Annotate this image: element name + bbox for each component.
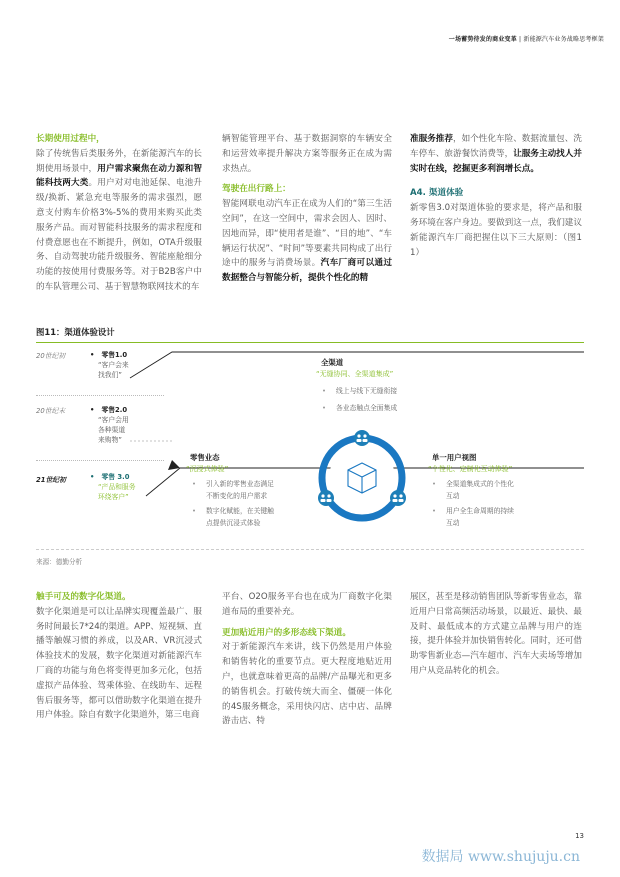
watermark: 数据局 www.shujuju.cn — [421, 849, 580, 865]
single-view-bullet-2: • 用户全生命周期的持续 互动 — [432, 507, 514, 527]
header-bold: 一场蓄势待发的商业变革 — [448, 36, 517, 43]
single-view-bullet-1: • 全渠道集成式的个性化 互动 — [432, 480, 514, 500]
era-1-label: 20世纪初 — [36, 352, 66, 360]
header-rest: | 新能源汽车业务战略思考框架 — [516, 36, 604, 43]
retail-bullet-1: • 引入新的零售业态满足 不断变化的用户需求 — [192, 480, 274, 500]
retail-subtitle: “沉浸式体验” — [186, 465, 229, 473]
omni-title: 全渠道 — [321, 358, 344, 367]
era-3-title: • 零售 3.0 — [90, 473, 130, 481]
node-right — [390, 490, 406, 506]
single-view-subtitle: “个性化、定制化互动体验” — [428, 465, 513, 473]
col2-heading: 驾驶在出行路上： — [222, 184, 291, 195]
source-rule — [36, 549, 584, 550]
bottom-column-1 — [36, 590, 202, 723]
era-3-sub: “产品和服务 环绕客户” — [98, 483, 136, 501]
bottom-column-3 — [410, 590, 582, 679]
col2-bold: 汽车厂商可以通过数据整合与智能分析，提供个性化的精 — [222, 258, 392, 284]
omni-bullet-1: • 线上与线下无缝衔接 — [322, 387, 398, 395]
retail-title: 零售业态 — [190, 453, 220, 462]
bottom-col2-text-2: 对于新能源汽车来讲，线下仍然是用户体验和销售转化的重要节点。更大程度地贴近用户，也就意味着更高的品牌/产品曝光和更多的销售机会。打破传统大而全、僵硬一体化的4S服务概念，采用快闪店、店中店、品牌游击店、特 — [222, 642, 392, 727]
era-2-sub: “客户会用 各种渠道 来购物” — [98, 416, 129, 444]
bottom-col2-text-1: 平台、O2O服务平台也在成为厂商数字化渠道布局的重要补充。 — [222, 592, 392, 617]
col2-text-2: 智能网联电动汽车正在成为人们的“第三生活空间”，在这一空间中，需求会因人、因时、因地而异，即“使用者是谁”、“目的地”、“车辆运行状况”、“时间”等要素共同构成了出行途中的服务与消费场景。 — [222, 199, 392, 269]
arrow-head — [168, 460, 180, 470]
omni-subtitle: “无缝协同、全渠道集成” — [316, 370, 394, 378]
col1-text-1: 除了传统售后类服务外，在新能源汽车的长期使用场景中， — [36, 148, 202, 174]
retail-bullet-2: • 数字化赋能，在关键触 点提供沉浸式体验 — [192, 507, 274, 527]
figure-source: 来源：德勤分析 — [36, 558, 83, 566]
bottom-col3-text: 展区，甚至是移动销售团队等新零售业态，靠近用户日常高频活动场景，以最近、最快、最及时、最低成本的方式建立品牌与用户的连接，提升体验并加快销售转化。同时，还可借助零售新业态—汽车超市、汽车大卖场等增加用户从竞品转化的机会。 — [410, 592, 582, 676]
col3-bold-1: 准服务推荐 — [410, 134, 453, 144]
bottom-col1-text: 数字化渠道是可以让品牌实现覆盖最广、服务时间最长7*24的渠道。APP、短视频、直播等触媒习惯的养成，以及AR、VR沉浸式体验技术的发展，数字化渠道对新能源汽车厂商的功能与角色将变得更加多元化，包括虚拟产品体验、驾乘体验、在线助车、远程售后服务等，都可以借助数字化渠道在提升用户体验。除自有数字化渠道外，第三电商 — [36, 606, 202, 721]
col2-text-1: 辆智能管理平台、基于数据洞察的车辆安全和运营效率提升解决方案等服务正在成为需求热点。 — [222, 134, 392, 174]
figure-title: 图11：渠道体验设计 — [36, 327, 115, 337]
bottom-col1-heading: 触手可及的数字化渠道。 — [36, 592, 131, 602]
col1-text-2: 。用户对对电池延保、电池升级/换新、紧急充电等服务的需求强烈，愿意支付购车价格3%-5%的费用来购买此类服务产品。而对智能科技服务的需求程度和付费意愿也在不断提升，例如，OTA升级服务、自动驾驶功能升级服务、智能座舱细分功能的按使用付费服务等。对于B2B客户中的车队管理公司、基于智慧物联网技术的车 — [36, 178, 202, 292]
col3-text-2: 新零售3.0对渠道体验的要求是，将产品和服务环境在客户身边。要做到这一点，我们建议新能源汽车厂商把握住以下三大原则：（图11） — [410, 203, 582, 258]
node-left — [318, 490, 334, 506]
col3-heading: A4. 渠道体验 — [410, 188, 464, 199]
bottom-col2-heading: 更加贴近用户的多形态线下渠道。 — [222, 627, 351, 638]
col1-bold: 用户需求聚焦在动力源和智能科技两大类 — [36, 163, 202, 189]
single-view-title: 单一用户视图 — [432, 453, 477, 462]
col1-heading: 长期使用过程中， — [36, 134, 105, 144]
era-2-title: • 零售2.0 — [90, 406, 128, 414]
col3-bold-2: 让服务主动找人并实时在线，挖掘更多利润增长点。 — [410, 148, 582, 174]
era-1-sub: “客户会来 找我们” — [98, 361, 129, 379]
era-2-label: 20世纪末 — [36, 407, 66, 415]
col3-text-1: ，如个性化车险、数据流量包、洗车停车、旅游餐饮消费等， — [410, 134, 582, 159]
era-1-title: • 零售1.0 — [90, 351, 128, 359]
omni-bullet-2: • 各业态触点全面集成 — [322, 404, 398, 412]
page-number: 13 — [575, 832, 584, 840]
bottom-column-2 — [222, 590, 392, 729]
node-top — [354, 430, 370, 446]
era-3-label: 21世纪初 — [36, 476, 66, 484]
